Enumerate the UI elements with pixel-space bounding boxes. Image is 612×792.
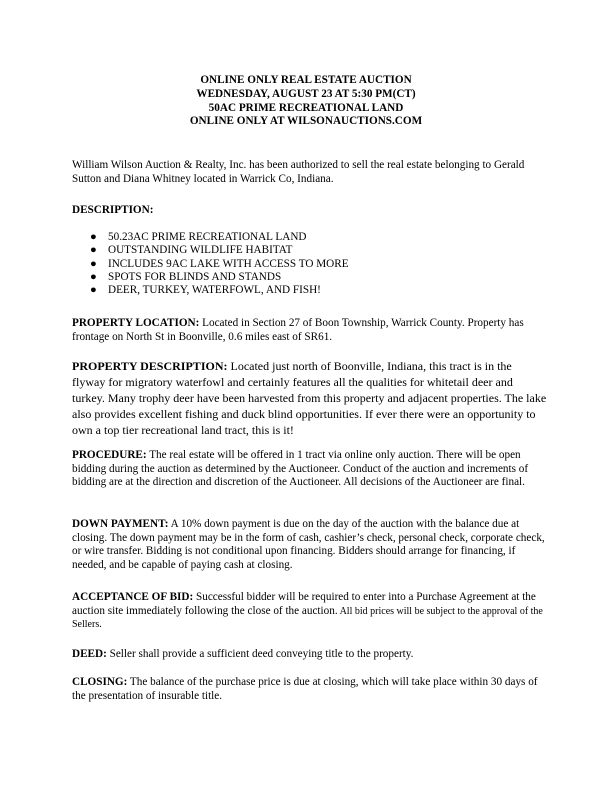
- list-item: [90, 244, 349, 257]
- list-item-text: SPOTS FOR BLINDS AND STANDS: [108, 270, 282, 283]
- list-item: [90, 284, 349, 297]
- property-description-label: PROPERTY DESCRIPTION:: [72, 359, 228, 373]
- down-payment-section: [72, 518, 547, 572]
- acceptance-of-bid-text: Successful bidder will be required to enter into a Purchase Agreement at the auction site immediately following the close of the auction.: [72, 591, 536, 617]
- down-payment-text: A 10% down payment is due on the day of the auction with the balance due at closing. The down payment may be in the form of cash, cashier’s check, personal check, corporate check, or wire transfer. Bidding is not conditional upon financing. Bidders should arrange for financing, if needed, and be capable of paying cash at closing.: [72, 518, 545, 571]
- header-line-date: WEDNESDAY, AUGUST 23 AT 5:30 PM(CT): [196, 87, 416, 100]
- list-item: [90, 271, 349, 284]
- property-location-section: [72, 317, 547, 344]
- procedure-text: The real estate will be offered in 1 tract via online only auction. There will be open bidding during the auction as determined by the Auctioneer. Conduct of the auction and increments of bidding are at the direction and discretion of the Auctioneer. All decisions of the Auctioneer are final.: [72, 449, 529, 488]
- acceptance-of-bid-label: ACCEPTANCE OF BID:: [72, 591, 194, 603]
- header-line-title: ONLINE ONLY REAL ESTATE AUCTION: [200, 74, 412, 86]
- property-description-text: Located just north of Boonville, Indiana, this tract is in the flyway for migratory waterfowl and certainly features all the qualities for whitetail deer and turkey. Many trophy deer have been harvested from this property and adjacent properties. The lake also provides excellent fishing and duck blind opportunities. If ever there were an opportunity to own a top tier recreational land tract, this is it!: [72, 359, 547, 437]
- bullet-icon: ●: [90, 244, 97, 257]
- deed-label: DEED:: [72, 648, 107, 660]
- bullet-icon: ●: [90, 231, 97, 243]
- bullet-icon: ●: [90, 284, 97, 297]
- acceptance-of-bid-section: [72, 591, 547, 632]
- list-item-text: DEER, TURKEY, WATERFOWL, AND FISH!: [108, 284, 321, 297]
- list-item-text: 50.23AC PRIME RECREATIONAL LAND: [108, 231, 307, 243]
- description-list: [90, 231, 349, 297]
- down-payment-label: DOWN PAYMENT:: [72, 518, 169, 530]
- list-item: [90, 258, 349, 271]
- property-location-text: Located in Section 27 of Boon Township, Warrick County. Property has frontage on North St in Boonville, 0.6 miles east of SR61.: [72, 317, 524, 343]
- header-line-website: ONLINE ONLY AT WILSONAUCTIONS.COM: [189, 115, 423, 128]
- closing-text: The balance of the purchase price is due at closing, which will take place within 30 days of the presentation of insurable title.: [72, 676, 538, 702]
- property-location-label: PROPERTY LOCATION:: [72, 317, 200, 329]
- procedure-section: [72, 449, 547, 490]
- description-heading: DESCRIPTION:: [72, 204, 154, 216]
- bullet-icon: ●: [90, 270, 97, 283]
- closing-section: [72, 676, 547, 703]
- list-item-text: INCLUDES 9AC LAKE WITH ACCESS TO MORE: [108, 257, 349, 270]
- auction-header: [0, 74, 612, 129]
- deed-text: Seller shall provide a sufficient deed conveying title to the property.: [106, 648, 414, 660]
- closing-label: CLOSING:: [72, 676, 128, 688]
- intro-paragraph: William Wilson Auction & Realty, Inc. has been authorized to sell the real estate belonging to Gerald Sutton and Diana Whitney located in Warrick Co, Indiana.: [72, 159, 525, 185]
- acceptance-of-bid-small-text: All bid prices will be subject to the approval of the Sellers.: [72, 605, 543, 630]
- bullet-icon: ●: [90, 257, 97, 270]
- list-item: [90, 231, 349, 244]
- property-description-section: [72, 359, 547, 439]
- procedure-label: PROCEDURE:: [72, 449, 147, 461]
- header-line-acreage: 50AC PRIME RECREATIONAL LAND: [208, 101, 404, 114]
- list-item-text: OUTSTANDING WILDLIFE HABITAT: [108, 244, 293, 257]
- deed-section: [72, 648, 547, 662]
